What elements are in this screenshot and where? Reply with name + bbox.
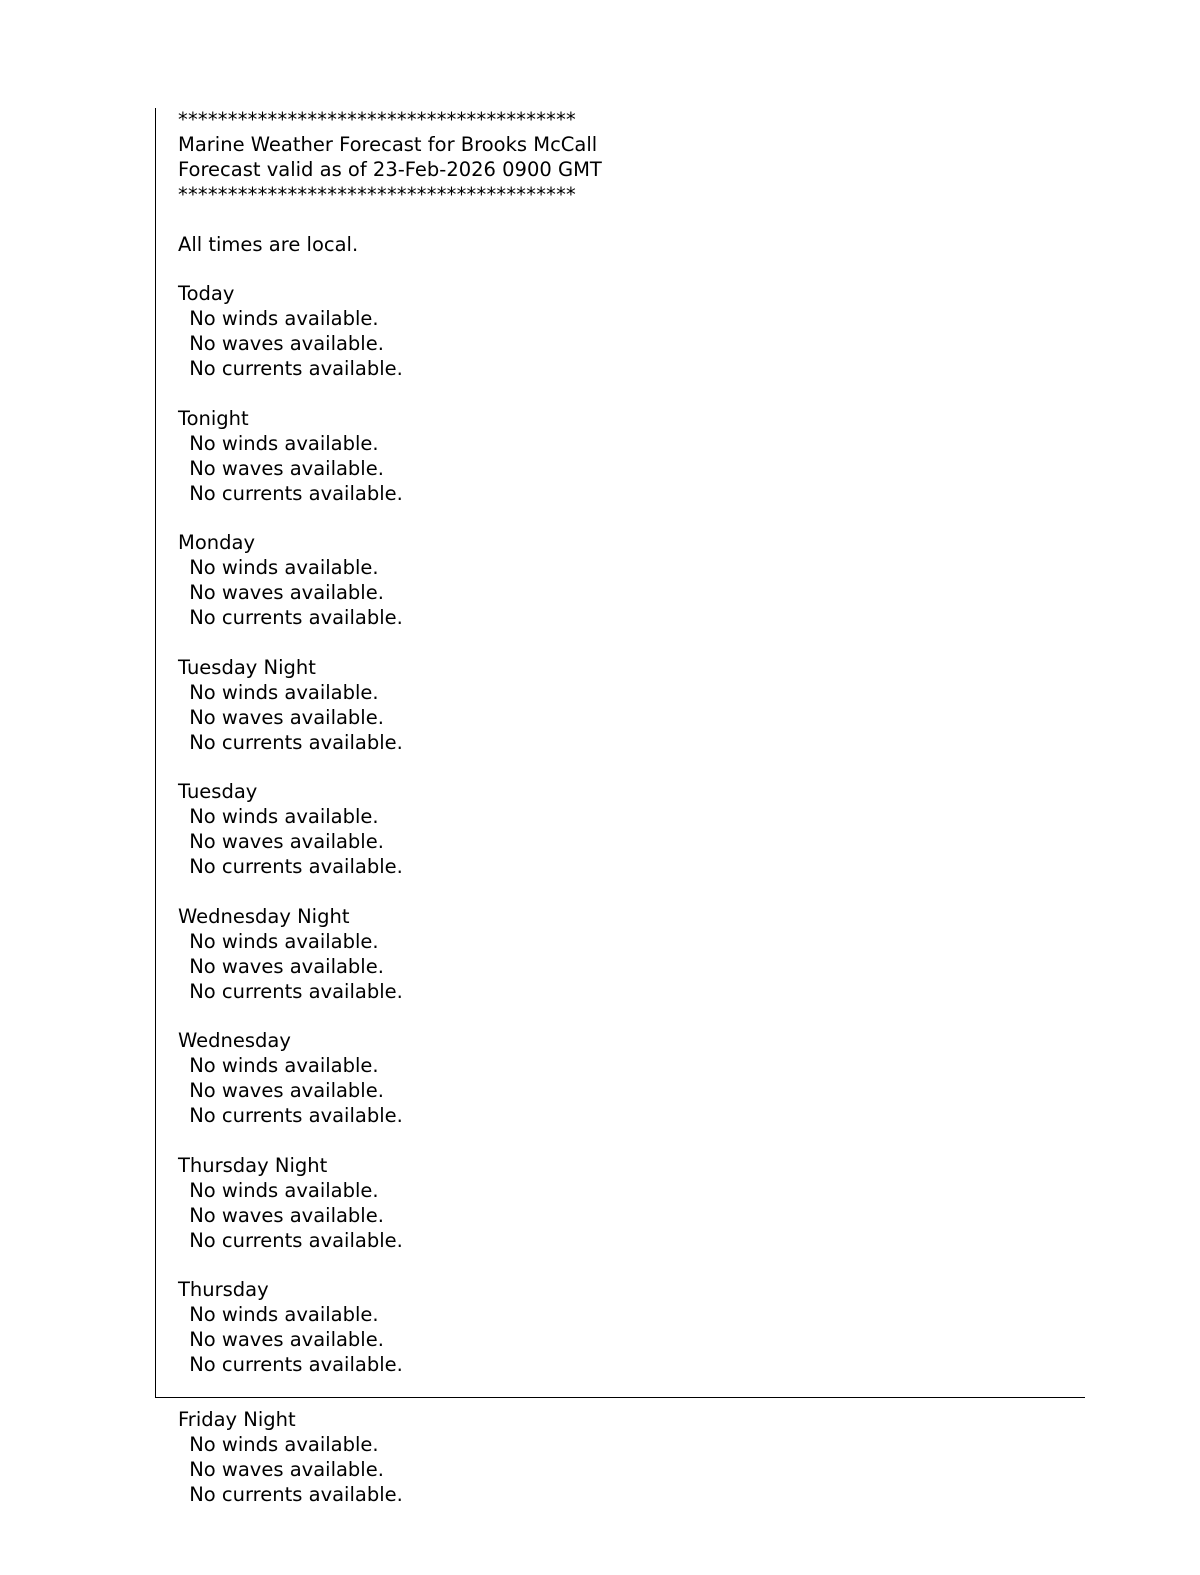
period-label: Wednesday — [178, 1029, 291, 1053]
period-winds: No winds available. — [183, 1178, 379, 1202]
forecast-body — [155, 108, 1085, 1378]
local-time-note: All times are local. — [178, 232, 359, 256]
spacer — [155, 1129, 1085, 1154]
forecast-validity: Forecast valid as of 23-Feb-2026 0900 GMT — [178, 157, 602, 181]
spacer — [155, 755, 1085, 780]
forecast-period — [155, 407, 1085, 507]
period-label: Today — [178, 282, 235, 306]
forecast-period — [155, 780, 1085, 880]
divider-top: **************************************** — [178, 108, 576, 131]
spacer — [155, 257, 1085, 282]
period-winds: No winds available. — [183, 805, 379, 829]
period-winds: No winds available. — [183, 1303, 379, 1327]
period-winds: No winds available. — [183, 929, 379, 953]
spacer — [155, 880, 1085, 905]
period-label: Thursday Night — [178, 1153, 328, 1177]
period-currents: No currents available. — [183, 1353, 403, 1377]
forecast-period — [155, 1408, 1085, 1508]
period-label: Thursday — [178, 1278, 269, 1302]
period-label: Tuesday Night — [178, 655, 316, 679]
period-currents: No currents available. — [183, 979, 403, 1003]
period-currents: No currents available. — [183, 855, 403, 879]
period-currents: No currents available. — [183, 730, 403, 754]
period-label: Monday — [178, 531, 255, 555]
period-waves: No waves available. — [183, 830, 384, 854]
period-waves: No waves available. — [183, 1079, 384, 1103]
period-waves: No waves available. — [183, 456, 384, 480]
period-label: Wednesday Night — [178, 904, 350, 928]
period-waves: No waves available. — [183, 705, 384, 729]
period-currents: No currents available. — [183, 357, 403, 381]
spacer — [155, 1005, 1085, 1030]
forecast-period — [155, 531, 1085, 631]
period-waves: No waves available. — [183, 954, 384, 978]
spacer — [155, 208, 1085, 233]
period-waves: No waves available. — [183, 581, 384, 605]
forecast-title: Marine Weather Forecast for Brooks McCall — [178, 132, 598, 156]
forecast-overflow — [155, 1408, 1085, 1508]
period-label: Tonight — [178, 406, 249, 430]
period-currents: No currents available. — [183, 606, 403, 630]
period-winds: No winds available. — [183, 1432, 379, 1456]
period-winds: No winds available. — [183, 680, 379, 704]
forecast-period — [155, 282, 1085, 382]
divider-bottom: **************************************** — [178, 182, 576, 206]
forecast-period — [155, 1029, 1085, 1129]
period-waves: No waves available. — [183, 332, 384, 356]
forecast-period — [155, 1278, 1085, 1378]
period-label: Friday Night — [178, 1408, 296, 1431]
forecast-period — [155, 1154, 1085, 1254]
spacer — [155, 506, 1085, 531]
period-winds: No winds available. — [183, 307, 379, 331]
spacer — [155, 1254, 1085, 1279]
spacer — [155, 631, 1085, 656]
period-currents: No currents available. — [183, 481, 403, 505]
period-currents: No currents available. — [183, 1104, 403, 1128]
spacer — [155, 382, 1085, 407]
period-currents: No currents available. — [183, 1228, 403, 1252]
period-label: Tuesday — [178, 780, 258, 804]
forecast-period — [155, 656, 1085, 756]
period-currents: No currents available. — [183, 1482, 403, 1506]
period-winds: No winds available. — [183, 1054, 379, 1078]
period-waves: No waves available. — [183, 1457, 384, 1481]
period-winds: No winds available. — [183, 556, 379, 580]
period-winds: No winds available. — [183, 431, 379, 455]
period-waves: No waves available. — [183, 1328, 384, 1352]
forecast-period — [155, 905, 1085, 1005]
period-waves: No waves available. — [183, 1203, 384, 1227]
